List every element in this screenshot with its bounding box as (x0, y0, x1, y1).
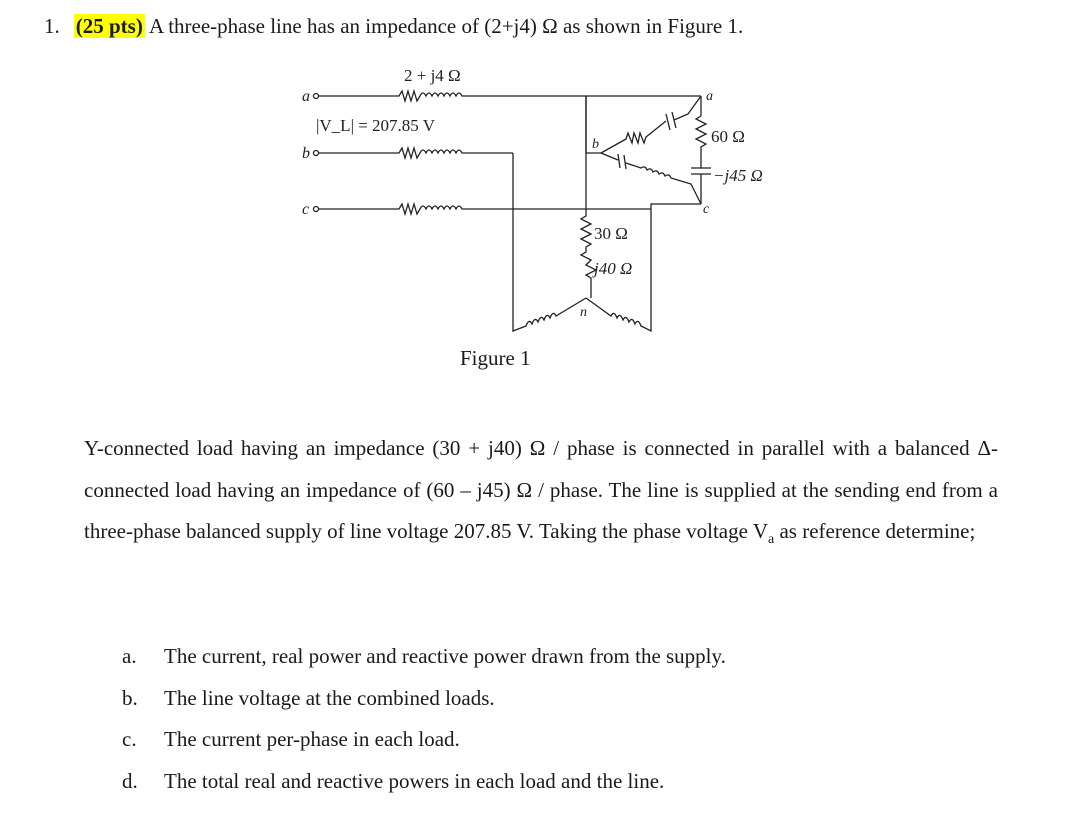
list-item (122, 640, 726, 682)
paragraph-line-2: balanced Δ-connected load having an impedance of (60 – j45) Ω / phase. The line is supplied (84, 436, 998, 502)
sub-question-list (122, 640, 726, 806)
terminal-label-b: b (302, 145, 310, 162)
line-c-wire (319, 204, 651, 214)
line-impedance-label: 2 + j4 Ω (404, 66, 461, 85)
question-header (44, 14, 743, 39)
delta-node-label-c: c (703, 202, 710, 217)
line-a-wire (319, 91, 701, 101)
delta-branch-bc (601, 153, 701, 204)
neutral-label: n (580, 305, 587, 320)
wye-resistance-label: 30 Ω (594, 224, 628, 243)
delta-wire-c (651, 204, 701, 209)
paragraph-line-4: phase voltage $V_a$ as reference determine; (633, 519, 976, 548)
delta-node-label-b: b (592, 137, 599, 152)
delta-resistance-label: 60 Ω (711, 127, 745, 146)
item-label: d. (122, 768, 138, 793)
wye-wire-b (513, 153, 586, 331)
item-text: The total real and reactive powers in each load and the line. (164, 768, 665, 793)
item-text: The line voltage at the combined loads. (164, 685, 495, 710)
figure-caption: Figure 1 (460, 346, 531, 370)
terminal-label-a: a (302, 88, 310, 105)
question-number: 1. (44, 14, 60, 38)
circuit-diagram (296, 56, 816, 346)
item-label: c. (122, 727, 137, 751)
problem-paragraph (84, 428, 998, 561)
terminal-a (314, 94, 319, 99)
question-intro: A three-phase line has an impedance of (2+j4) Ω as shown in Figure 1. (148, 14, 744, 38)
paragraph-line-3: at the sending end from a three-phase balanced supply of line voltage 207.85 V. Taking the (84, 477, 999, 543)
wye-reactance-label: j40 Ω (594, 259, 633, 278)
terminal-label-c: c (302, 201, 310, 218)
list-item (122, 723, 726, 765)
line-b-wire (319, 148, 513, 158)
points-badge: (25 pts) (75, 14, 143, 38)
delta-node-label-a: a (706, 89, 713, 104)
line-voltage-label: |V_L| = 207.85 V (316, 116, 436, 135)
delta-reactance-label: −j45 Ω (713, 166, 763, 185)
item-text: The current, real power and reactive power drawn from the supply. (164, 644, 726, 668)
list-item (122, 682, 726, 724)
list-item (122, 765, 726, 807)
item-label: b. (122, 685, 138, 710)
circuit-figure (296, 56, 816, 346)
item-label: a. (122, 644, 137, 668)
delta-branch-ba (601, 96, 701, 153)
item-text: The current per-phase in each load. (164, 727, 460, 751)
terminal-b (314, 151, 319, 156)
terminal-c (314, 207, 319, 212)
paragraph-line-1: Y-connected load having an impedance (30 + j40) Ω / phase is connected in parallel with a (84, 436, 888, 460)
